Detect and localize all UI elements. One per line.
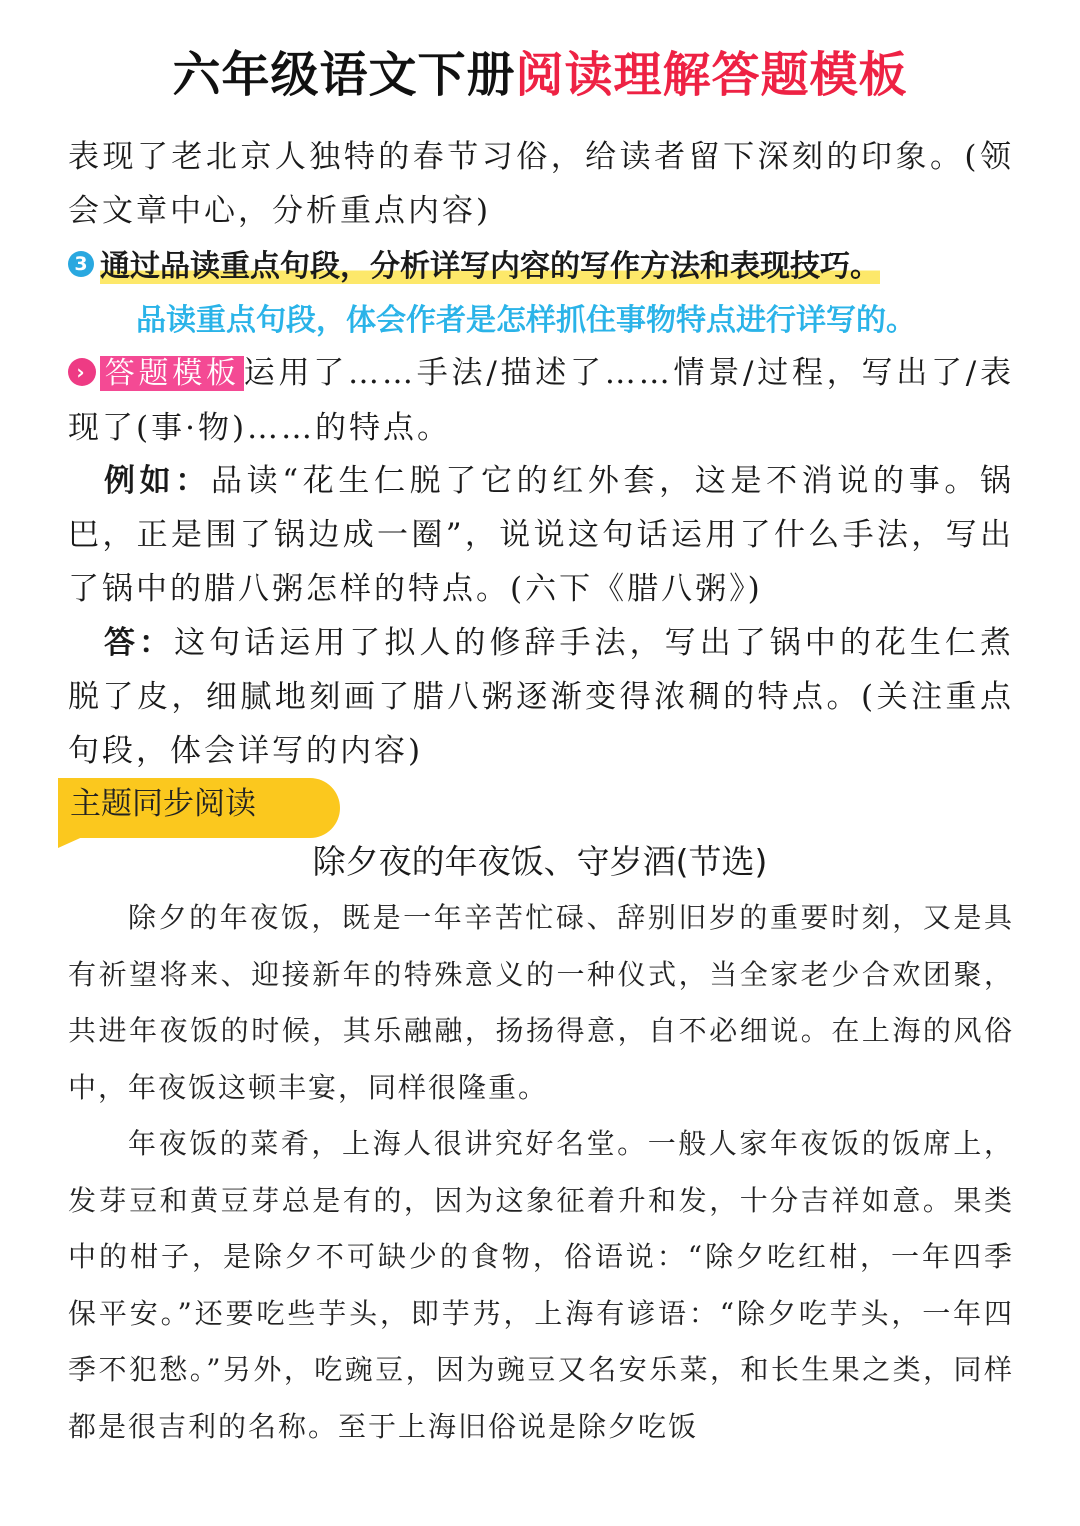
section-tag: 主题同步阅读 (58, 778, 340, 838)
intro-paragraph: 表现了老北京人独特的春节习俗，给读者留下深刻的印象。(领会文章中心，分析重点内容) (68, 139, 1014, 229)
template-tag: 答题模板 (100, 356, 244, 391)
answer-template (68, 346, 1014, 455)
article-title: 除夕夜的年夜饭、守岁酒(节选) (312, 842, 768, 881)
article-paragraph: 除夕的年夜饭，既是一年辛苦忙碌、辞别旧岁的重要时刻，又是具有祈望将来、迎接新年的特殊意义的一种仪式，当全家老少合欢团聚，共进年夜饭的时候，其乐融融，扬扬得意，自不必细说。在上海的风俗中，年夜饭这顿丰宴，同样很隆重。 (68, 901, 1014, 1104)
article-paragraph: 年夜饭的菜肴，上海人很讲究好名堂。一般人家年夜饭的饭席上，发芽豆和黄豆芽总是有的，因为这象征着升和发，十分吉祥如意。果类中的柑子，是除夕不可缺少的食物，俗语说：“除夕吃红柑，一年四季保平安。”还要吃些芋头，即芋艿，上海有谚语：“除夕吃芋头，一年四季不犯愁。”另外，吃豌豆，因为豌豆又名安乐菜，和长生果之类，同样都是很吉利的名称。至于上海旧俗说是除夕吃饭 (68, 1127, 1014, 1443)
example-label: 例如： (104, 463, 211, 499)
answer-paragraph (68, 616, 1014, 778)
template-text: 运用了……手法/描述了……情景/过程，写出了/表现了(事·物)……的特点。 (68, 355, 1014, 446)
method3-heading: 通过品读重点句段，分析详写内容的写作方法和表现技巧。 (100, 249, 880, 284)
article-body (68, 890, 1014, 1455)
page-title (0, 40, 1080, 110)
answer-text: 这句话运用了拟人的修辞手法，写出了锅中的花生仁煮脱了皮，细腻地刻画了腊八粥逐渐变得浓稠的特点。(关注重点句段，体会详写的内容) (68, 625, 1015, 769)
answer-label: 答： (104, 625, 175, 661)
method3-heading-line (68, 240, 1018, 294)
title-part2: 阅读理解答题模板 (515, 47, 908, 103)
example-text: 品读“花生仁脱了它的红外套，这是不消说的事。锅巴，正是围了锅边成一圈”，说说这句话运用了什么手法，写出了锅中的腊八粥怎样的特点。(六下《腊八粥》) (68, 463, 1014, 607)
chevron-right-icon: › (68, 358, 96, 386)
number-3-icon: 3 (68, 251, 94, 277)
title-part1: 六年级语文下册 (172, 47, 516, 103)
method3-subheading: 品读重点句段，体会作者是怎样抓住事物特点进行详写的。 (136, 303, 916, 338)
example-paragraph (68, 454, 1014, 616)
